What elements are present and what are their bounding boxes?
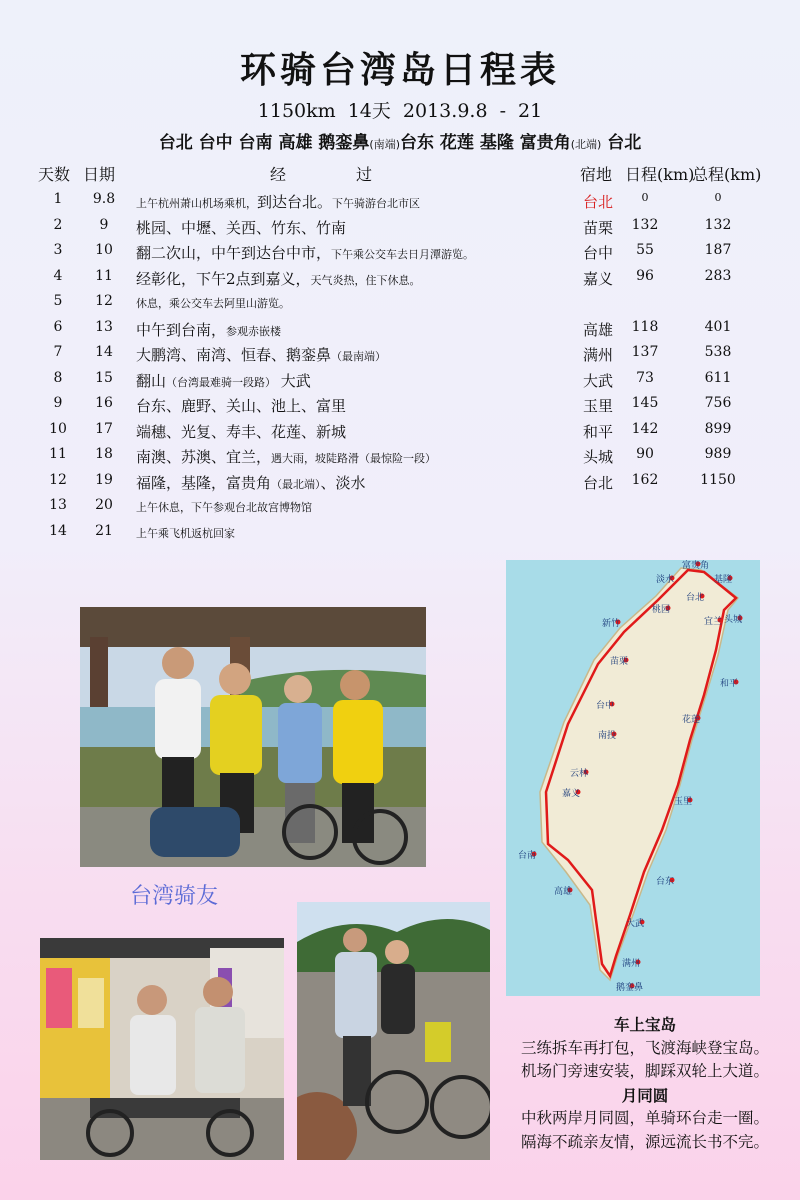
day-number: 3 <box>53 242 63 258</box>
overnight-stop: 满州 <box>583 346 614 364</box>
map-label: 台北 <box>686 593 705 603</box>
poem-line: 三练拆车再打包，飞渡海峡登宝岛。 <box>520 1038 769 1057</box>
header-date: 日期 <box>83 165 116 184</box>
header-stay: 宿地 <box>580 165 613 184</box>
route-text: 端穗、光复、寿丰、花莲、新城 <box>136 422 347 441</box>
day-number: 6 <box>53 318 63 335</box>
date: 13 <box>95 318 113 335</box>
route-description <box>136 268 421 289</box>
overnight-stop: 台中 <box>583 244 614 262</box>
table-row <box>0 469 800 495</box>
overnight-stop: 大武 <box>583 371 614 390</box>
map-label: 宜兰 <box>704 617 723 627</box>
table-row <box>0 418 800 444</box>
route-text: 、淡水 <box>320 473 366 492</box>
daily-distance: 90 <box>636 446 654 462</box>
daily-distance: 0 <box>641 191 649 204</box>
map-label: 南投 <box>598 731 617 741</box>
date: 18 <box>95 446 113 462</box>
route-text: 休息，乘公交车去阿里山游览。 <box>136 297 290 310</box>
date: 9.8 <box>92 191 116 207</box>
route-text: 遇大雨，坡陡路滑（最惊险一段） <box>271 452 437 465</box>
route-segment: 台北 <box>601 133 642 153</box>
route-text: 上午杭州萧山机场乘机， <box>136 197 257 210</box>
route-description <box>136 242 474 263</box>
poem-line: 隔海不疏亲友情，源远流长书不完。 <box>520 1132 769 1151</box>
poem-title-2: 月同圆 <box>621 1085 669 1105</box>
route-text: 翻山 <box>136 371 167 390</box>
overnight-stop: 台北 <box>583 473 614 492</box>
map-label: 鹅銮鼻 <box>616 983 644 993</box>
map-label: 淡水 <box>656 575 675 585</box>
map-label: 头城 <box>724 615 743 625</box>
day-number: 5 <box>53 293 63 309</box>
date: 10 <box>95 242 113 258</box>
map-label: 苗栗 <box>610 657 629 667</box>
header-route: 经过 <box>270 165 443 184</box>
overnight-stop: 头城 <box>583 448 614 466</box>
route-text: 下午骑游台北市区 <box>332 197 421 210</box>
route-text: 翻二次山，中午到达台中市， <box>136 244 332 262</box>
daily-distance: 145 <box>631 395 659 411</box>
total-distance: 899 <box>704 420 732 437</box>
page-title: 环骑台湾岛日程表 <box>239 50 560 91</box>
table-row <box>0 239 800 265</box>
header-total-distance: 总程(km) <box>692 165 762 184</box>
route-segment: (北端) <box>570 138 602 151</box>
route-description <box>136 523 235 541</box>
table-row <box>0 443 800 469</box>
total-distance: 283 <box>704 267 732 284</box>
route-description <box>136 293 290 311</box>
map-label: 桃园 <box>652 605 671 615</box>
day-number: 2 <box>53 216 63 233</box>
roadside-photo <box>297 902 490 1160</box>
route-text: 大武 <box>276 371 311 390</box>
date: 19 <box>95 471 113 488</box>
total-distance: 538 <box>704 344 732 360</box>
route-segment: 台东 花莲 基隆 富贵角 <box>400 133 571 153</box>
route-text: 上午乘飞机返杭回家 <box>136 526 235 540</box>
day-number: 1 <box>53 191 63 207</box>
table-row <box>0 367 800 393</box>
table-row <box>0 341 800 367</box>
poem-line: 中秋两岸月同圆，单骑环台走一圈。 <box>520 1109 769 1127</box>
route-description <box>136 395 346 416</box>
map-label: 基隆 <box>714 575 733 585</box>
route-text: 大鹏湾、南湾、恒春、鹅銮鼻 <box>136 346 332 364</box>
group-photo <box>80 607 426 867</box>
date: 21 <box>95 522 113 539</box>
map-label: 云林 <box>570 769 589 779</box>
route-text: （最南端） <box>331 350 387 363</box>
total-distance: 989 <box>704 446 732 462</box>
table-header <box>0 162 800 186</box>
route-text: 下午乘公交车去日月潭游览。 <box>331 248 475 261</box>
day-number: 14 <box>49 522 67 539</box>
day-number: 8 <box>53 369 63 386</box>
overnight-stop: 和平 <box>583 422 614 441</box>
daily-distance: 55 <box>636 242 654 258</box>
date: 20 <box>95 497 113 513</box>
route-text: 桃园、中壢、关西、竹东、竹南 <box>136 218 347 237</box>
map-label: 和平 <box>720 679 739 689</box>
daily-distance: 96 <box>636 267 654 284</box>
map-label: 玉里 <box>674 797 693 807</box>
overnight-stop: 台北 <box>583 193 614 211</box>
table-row <box>0 188 800 214</box>
daily-distance: 142 <box>631 420 659 437</box>
day-number: 7 <box>53 344 63 360</box>
route-description <box>136 370 311 391</box>
overnight-stop: 玉里 <box>583 397 614 415</box>
map-label: 嘉义 <box>562 789 581 799</box>
schedule-table <box>0 188 800 545</box>
date: 12 <box>95 293 113 309</box>
day-number: 13 <box>49 497 67 513</box>
daily-distance: 118 <box>631 318 659 335</box>
daily-distance: 137 <box>631 344 659 360</box>
day-number: 12 <box>49 471 67 488</box>
route-text: 参观赤嵌楼 <box>226 324 282 338</box>
table-row <box>0 290 800 316</box>
route-text: 到达台北。 <box>257 193 333 211</box>
date: 17 <box>95 420 113 437</box>
total-distance: 132 <box>704 216 732 233</box>
photo-caption: 台湾骑友 <box>130 884 219 909</box>
route-summary <box>0 128 800 153</box>
date: 16 <box>95 395 113 411</box>
day-number: 11 <box>49 446 67 462</box>
map-label: 高雄 <box>554 887 573 897</box>
total-distance: 187 <box>704 242 732 258</box>
total-distance: 401 <box>704 318 732 335</box>
route-text: 天气炎热，住下休息。 <box>310 273 421 287</box>
daily-distance: 132 <box>631 216 659 233</box>
date: 9 <box>99 216 109 233</box>
route-description <box>136 472 366 493</box>
route-description <box>136 319 281 340</box>
route-text: （最北端） <box>271 477 321 491</box>
table-row <box>0 392 800 418</box>
route-description <box>136 191 420 212</box>
date: 11 <box>95 267 113 284</box>
route-description <box>136 497 312 515</box>
street-photo <box>40 938 284 1160</box>
route-text: （台湾最难骑一段路） <box>166 375 277 389</box>
overnight-stop: 高雄 <box>583 320 614 339</box>
total-distance: 611 <box>704 369 732 386</box>
poem-title-1: 车上宝岛 <box>613 1015 676 1034</box>
table-row <box>0 214 800 240</box>
date: 14 <box>95 344 113 360</box>
map-label: 台中 <box>596 701 615 711</box>
map-label: 大武 <box>626 919 645 929</box>
overnight-stop: 嘉义 <box>583 269 614 288</box>
overnight-stop: 苗栗 <box>583 218 614 237</box>
poem-line: 机场门旁速安装，脚踩双轮上大道。 <box>520 1062 769 1080</box>
table-row <box>0 316 800 342</box>
header-day: 天数 <box>38 165 71 184</box>
route-description <box>136 344 386 365</box>
route-text: 南澳、苏澳、宜兰， <box>136 448 272 466</box>
route-description <box>136 217 346 238</box>
map-label: 满州 <box>622 959 641 969</box>
route-description <box>136 421 346 442</box>
daily-distance: 73 <box>636 369 654 386</box>
map-label: 富贵角 <box>682 561 710 571</box>
map-label: 台东 <box>656 877 675 887</box>
route-segment: 台北 台中 台南 高雄 鹅銮鼻 <box>158 133 370 153</box>
date: 15 <box>95 369 113 386</box>
day-number: 4 <box>53 267 63 284</box>
day-number: 10 <box>49 420 67 437</box>
route-text: 台东、鹿野、关山、池上、富里 <box>136 397 347 415</box>
route-text: 上午休息，下午参观台北故宫博物馆 <box>136 501 312 514</box>
total-distance: 0 <box>714 191 722 204</box>
route-text: 中午到台南， <box>136 320 227 339</box>
table-row <box>0 265 800 291</box>
route-text: 福隆，基隆，富贵角 <box>136 473 272 492</box>
trip-summary: 1150km 14天 2013.9.8 - 21 <box>257 100 543 122</box>
total-distance: 756 <box>704 395 732 411</box>
route-text: 经彰化，下午2点到嘉义， <box>136 269 311 288</box>
map-label: 新竹 <box>602 619 621 629</box>
map-label: 台南 <box>518 851 537 861</box>
day-number: 9 <box>53 395 63 411</box>
poem <box>500 1013 790 1154</box>
map-label: 花莲 <box>682 715 701 725</box>
header-daily-distance: 日程(km) <box>625 165 695 184</box>
table-row <box>0 494 800 520</box>
route-segment: (南端) <box>369 138 400 151</box>
daily-distance: 162 <box>631 471 659 488</box>
route-description <box>136 446 436 467</box>
taiwan-route-map <box>506 560 760 996</box>
table-row <box>0 520 800 546</box>
total-distance: 1150 <box>700 471 736 488</box>
